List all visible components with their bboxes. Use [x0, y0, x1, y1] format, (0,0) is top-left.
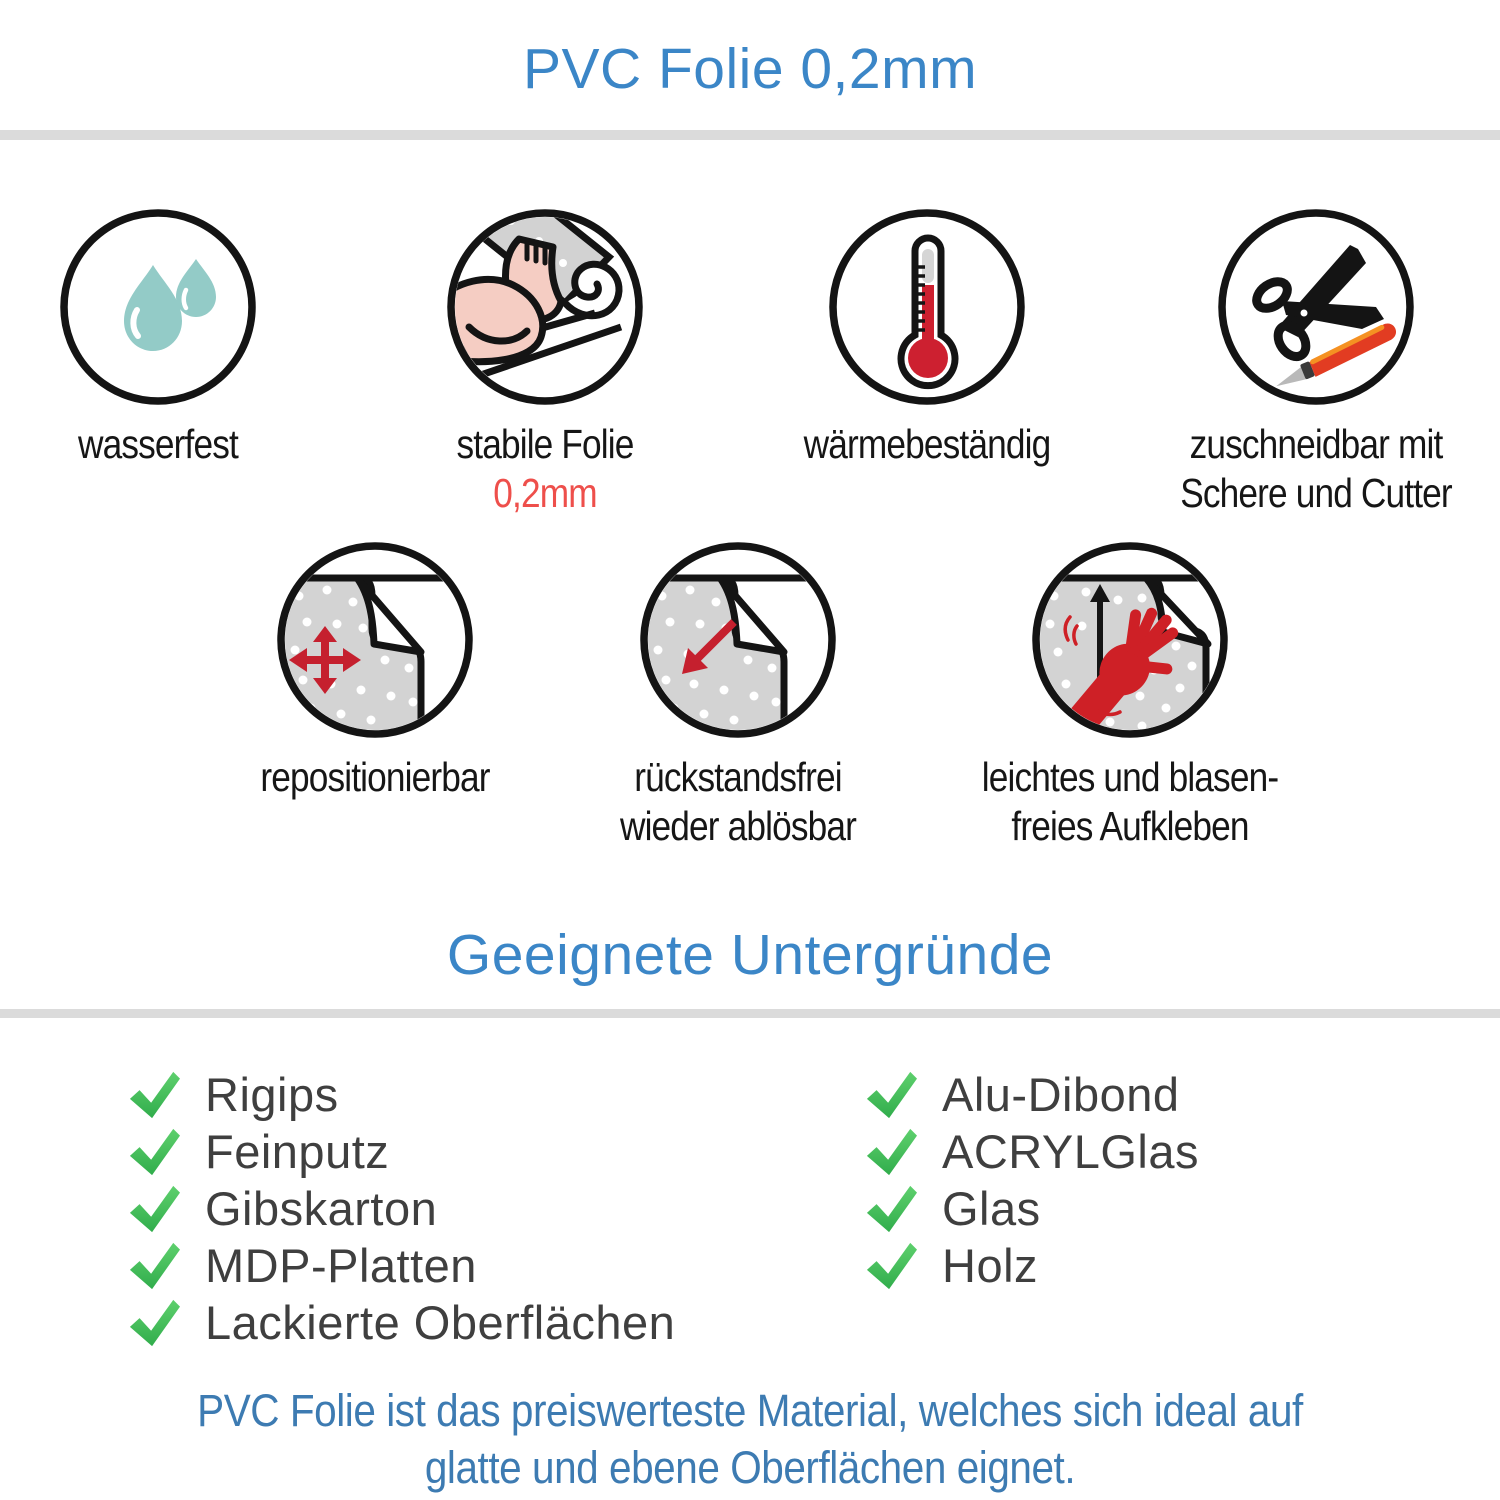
substrate-label: Lackierte Oberflächen [205, 1296, 676, 1349]
substrate-item [125, 1237, 675, 1294]
feature-repositionable [215, 540, 535, 801]
thermometer-icon [827, 207, 1027, 407]
peel-off-icon [638, 540, 838, 740]
divider-middle [0, 1009, 1500, 1018]
substrate-label: Holz [942, 1239, 1039, 1292]
smoothing-hand-icon [1030, 540, 1230, 740]
check-icon [862, 1240, 920, 1292]
check-icon [125, 1126, 183, 1178]
feature-heat-resistant [767, 207, 1087, 468]
scissors-cutter-icon [1216, 207, 1416, 407]
check-icon [862, 1126, 920, 1178]
check-icon [125, 1183, 183, 1235]
page-title: PVC Folie 0,2mm [522, 37, 978, 101]
substrate-item [125, 1294, 675, 1351]
feature-label-line2: freies Aufkleben [1011, 802, 1249, 849]
check-icon [125, 1297, 183, 1349]
footer-note-line2: glatte und ebene Oberflächen eignet. [424, 1442, 1076, 1494]
check-icon [862, 1069, 920, 1121]
feature-label: repositionierbar [260, 754, 490, 800]
substrate-item [125, 1180, 675, 1237]
substrate-label: Gibskarton [205, 1182, 438, 1235]
feature-cuttable [1136, 207, 1496, 516]
reposition-icon [275, 540, 475, 740]
feature-label: wasserfest [78, 421, 238, 467]
substrate-item [862, 1237, 1199, 1294]
substrate-item [862, 1066, 1199, 1123]
check-icon [125, 1240, 183, 1292]
feature-label: rückstandsfrei [634, 754, 842, 800]
feature-bubble-free [950, 540, 1310, 849]
feature-thickness-value: 0,2mm [493, 469, 597, 516]
check-icon [862, 1183, 920, 1235]
feature-label: zuschneidbar mit [1189, 421, 1443, 467]
feature-waterproof [0, 207, 318, 468]
footer-note-line1: PVC Folie ist das preiswerteste Material, welches sich ideal auf [197, 1385, 1303, 1436]
feature-label: leichtes und blasen- [981, 754, 1279, 800]
feature-removable [578, 540, 898, 849]
substrate-label: Rigips [205, 1068, 339, 1121]
check-icon [125, 1069, 183, 1121]
substrate-item [862, 1180, 1199, 1237]
feature-label: stabile Folie [456, 421, 634, 467]
substrate-label: Feinputz [205, 1125, 390, 1178]
substrate-item [862, 1123, 1199, 1180]
divider-top [0, 130, 1500, 140]
substrates-right-column [862, 1066, 1199, 1294]
water-drops-icon [58, 207, 258, 407]
substrate-item [125, 1066, 675, 1123]
substrate-label: ACRYLGlas [942, 1125, 1200, 1178]
substrate-item [125, 1123, 675, 1180]
section-title-substrates: Geeignete Untergründe [446, 923, 1054, 987]
feature-stable-foil [385, 207, 705, 517]
feature-label: wärmebeständig [803, 421, 1051, 467]
substrate-label: MDP-Platten [205, 1239, 477, 1292]
footer-note [75, 1382, 1425, 1496]
substrates-left-column [125, 1066, 675, 1351]
substrate-label: Glas [942, 1182, 1041, 1235]
feature-label-line2: Schere und Cutter [1180, 469, 1452, 516]
muscle-foil-icon [445, 207, 645, 407]
substrate-label: Alu-Dibond [942, 1068, 1180, 1121]
feature-label-line2: wieder ablösbar [619, 802, 857, 849]
